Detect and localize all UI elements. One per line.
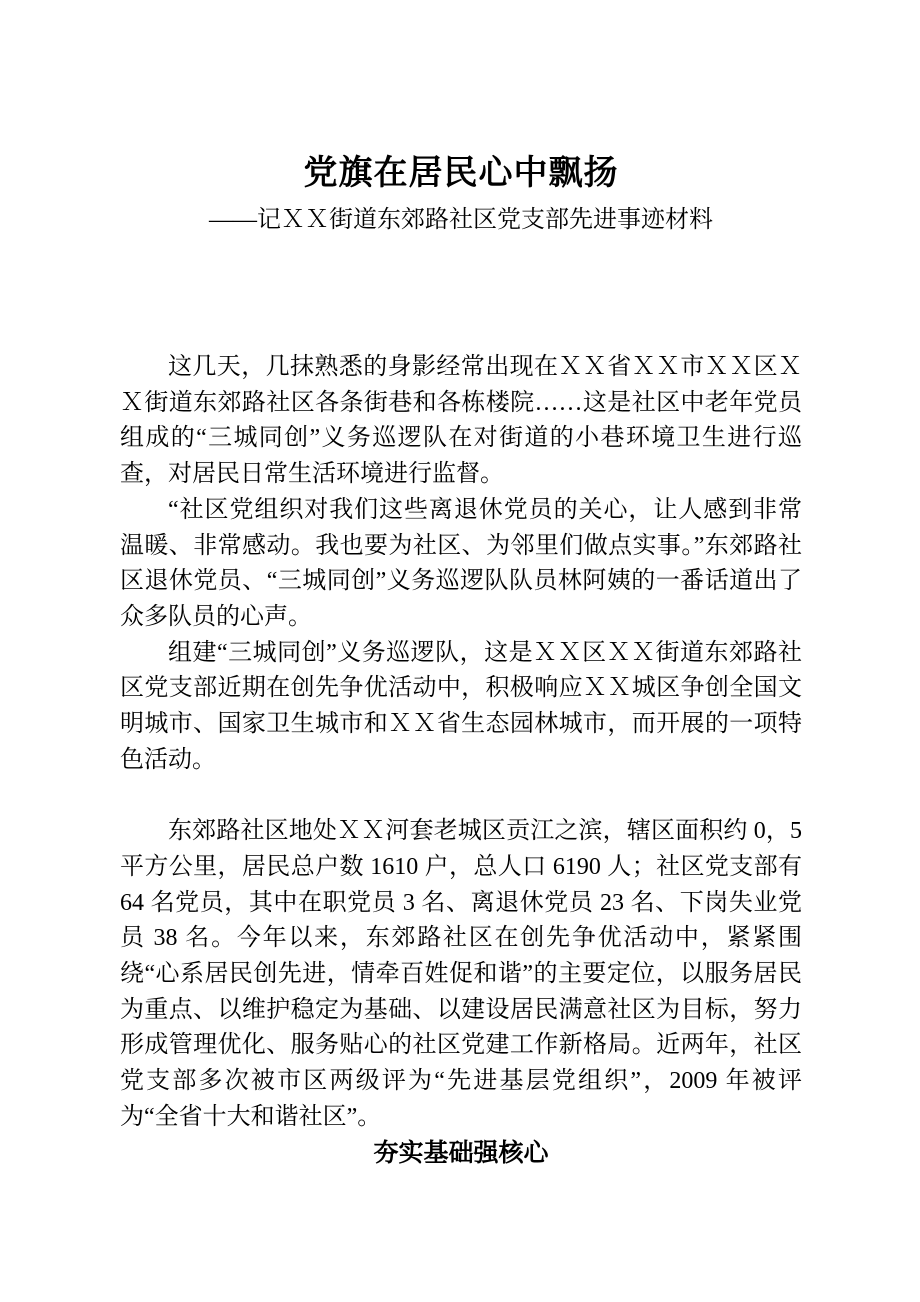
body-paragraph: 组建“三城同创”义务巡逻队，这是ＸＸ区ＸＸ街道东郊路社区党支部近期在创先争优活动中，积极响应ＸＸ城区争创全国文明城市、国家卫生城市和ＸＸ省生态园林城市，而开展的一项特色活动。	[120, 639, 802, 773]
document-body	[120, 350, 802, 1135]
document-subtitle: ——记ＸＸ街道东郊路社区党支部先进事迹材料	[209, 207, 713, 233]
body-paragraph: 这几天，几抹熟悉的身影经常出现在ＸＸ省ＸＸ市ＸＸ区ＸＸ街道东郊路社区各条街巷和各栋楼院……这是社区中老年党员组成的“三城同创”义务巡逻队在对街道的小巷环境卫生进行巡查，对居民日常生活环境进行监督。	[120, 354, 802, 488]
document-title: 党旗在居民心中飘扬	[303, 154, 619, 192]
body-paragraph: “社区党组织对我们这些离退休党员的关心，让人感到非常温暖、非常感动。我也要为社区、为邻里们做点实事。”东郊路社区退休党员、“三城同创”义务巡逻队队员林阿姨的一番话道出了众多队员的心声。	[120, 496, 802, 630]
section-heading: 夯实基础强核心	[373, 1139, 549, 1168]
body-paragraph: 东郊路社区地处ＸＸ河套老城区贡江之滨，辖区面积约 0，5 平方公里，居民总户数 1610 户，总人口 6190 人；社区党支部有 64 名党员，其中在职党员 3 名、离退休党员 23 名、下岗失业党员 38 名。今年以来，东郊路社区在创先争优活动中，紧紧围绕“心系居民创先进，情牵百姓促和谐”的主要定位，以服务居民为重点、以维护稳定为基础、以建设居民满意社区为目标，努力形成管理优化、服务贴心的社区党建工作新格局。近两年，社区党支部多次被市区两级评为“先进基层党组织”，2009 年被评为“全省十大和谐社区”。	[120, 818, 802, 1130]
